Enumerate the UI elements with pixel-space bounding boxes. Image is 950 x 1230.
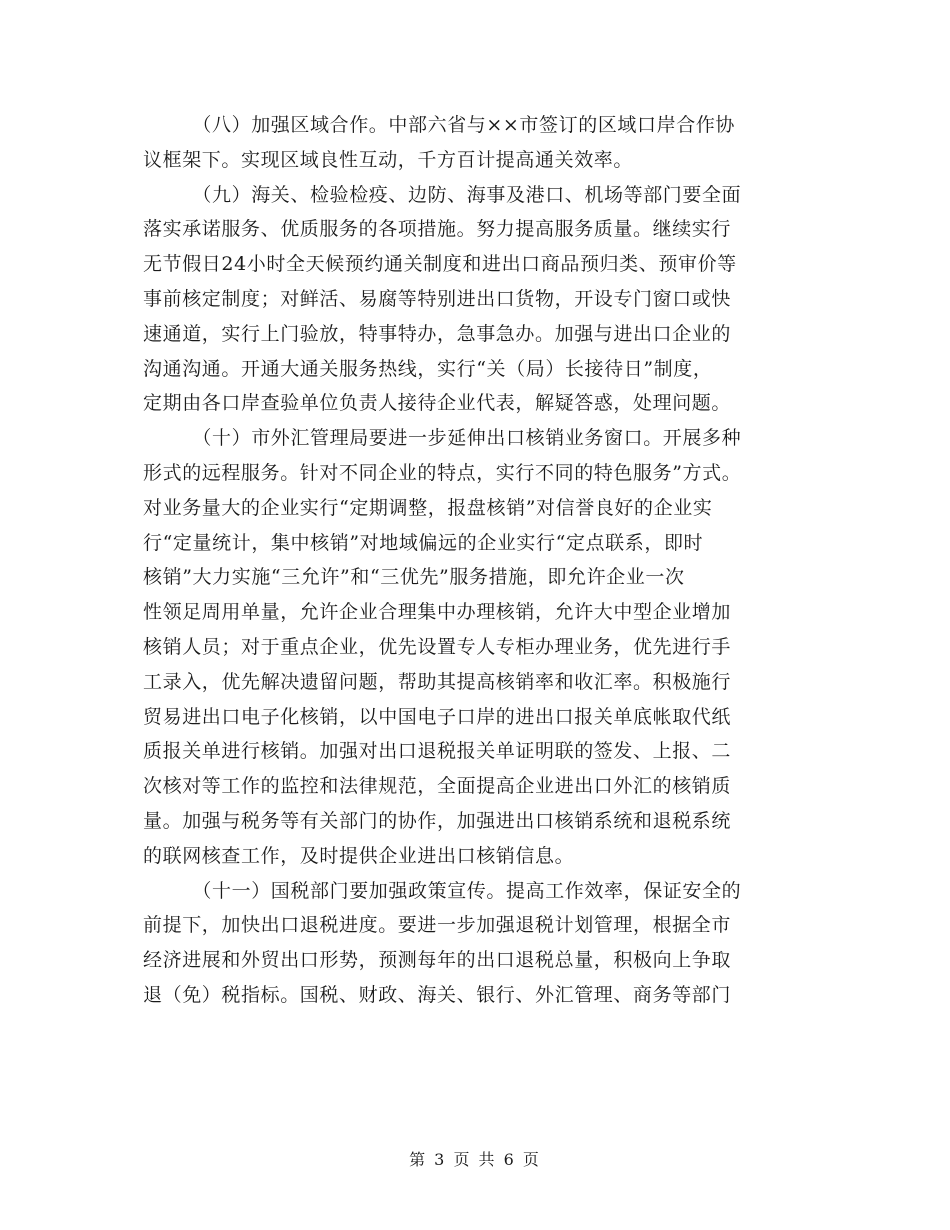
document-body	[143, 108, 803, 1013]
paragraph-8	[143, 108, 803, 178]
text-line: 对业务量大的企业实行“定期调整，报盘核销”对信誉良好的企业实	[143, 496, 713, 519]
text-line: 贸易进出口电子化核销，以中国电子口岸的进出口报关单底帐取代纸	[143, 705, 732, 728]
text-line: 次核对等工作的监控和法律规范，全面提高企业进出口外汇的核销质	[143, 775, 732, 798]
text-line: 工录入，优先解决遗留问题，帮助其提高核销率和收汇率。积极施行	[143, 670, 732, 693]
page-number-label: 第 3 页 共 6 页	[409, 1150, 541, 1169]
text-line: 核销”大力实施“三允许”和“三优先”服务措施，即允许企业一次	[143, 566, 685, 589]
paragraph-9	[143, 178, 803, 422]
text-line: 速通道，实行上门验放，特事特办，急事急办。加强与进出口企业的	[143, 322, 732, 345]
text-line: 落实承诺服务、优质服务的各项措施。努力提高服务质量。继续实行	[143, 218, 732, 241]
text-line: 无节假日24小时全天候预约通关制度和进出口商品预归类、预审价等	[143, 253, 737, 276]
paragraph-11	[143, 874, 803, 1013]
text-line: 事前核定制度；对鲜活、易腐等特别进出口货物，开设专门窗口或快	[143, 287, 732, 310]
page-footer	[0, 1147, 950, 1170]
text-line: 量。加强与税务等有关部门的协作，加强进出口核销系统和退税系统	[143, 809, 732, 832]
text-line: 行“定量统计，集中核销”对地域偏远的企业实行“定点联系，即时	[143, 531, 704, 554]
text-line: （九）海关、检验检疫、边防、海事及港口、机场等部门要全面	[192, 183, 742, 206]
text-line: 性领足周用单量，允许企业合理集中办理核销，允许大中型企业增加	[143, 601, 732, 624]
text-line: 的联网核查工作，及时提供企业进出口核销信息。	[143, 844, 575, 867]
text-line: 前提下，加快出口退税进度。要进一步加强退税计划管理，根据全市	[143, 914, 732, 937]
text-line: 议框架下。实现区域良性互动，千方百计提高通关效率。	[143, 148, 634, 171]
paragraph-10	[143, 421, 803, 873]
text-line: 经济进展和外贸出口形势，预测每年的出口退税总量，积极向上争取	[143, 949, 732, 972]
text-line: 退（免）税指标。国税、财政、海关、银行、外汇管理、商务等部门	[143, 983, 732, 1006]
text-line: 形式的远程服务。针对不同企业的特点，实行不同的特色服务”方式。	[143, 461, 742, 484]
text-line: 定期由各口岸查验单位负责人接待企业代表，解疑答惑，处理问题。	[143, 392, 732, 415]
text-line: 沟通沟通。开通大通关服务热线，实行“关（局）长接待日”制度，	[143, 357, 713, 380]
text-line: （十）市外汇管理局要进一步延伸出口核销业务窗口。开展多种	[192, 427, 742, 450]
text-line: 核销人员；对于重点企业，优先设置专人专柜办理业务，优先进行手	[143, 635, 732, 658]
text-line: （十一）国税部门要加强政策宣传。提高工作效率，保证安全的	[192, 879, 742, 902]
text-line: （八）加强区域合作。中部六省与××市签订的区域口岸合作协	[192, 114, 736, 136]
text-line: 质报关单进行核销。加强对出口退税报关单证明联的签发、上报、二	[143, 740, 732, 763]
